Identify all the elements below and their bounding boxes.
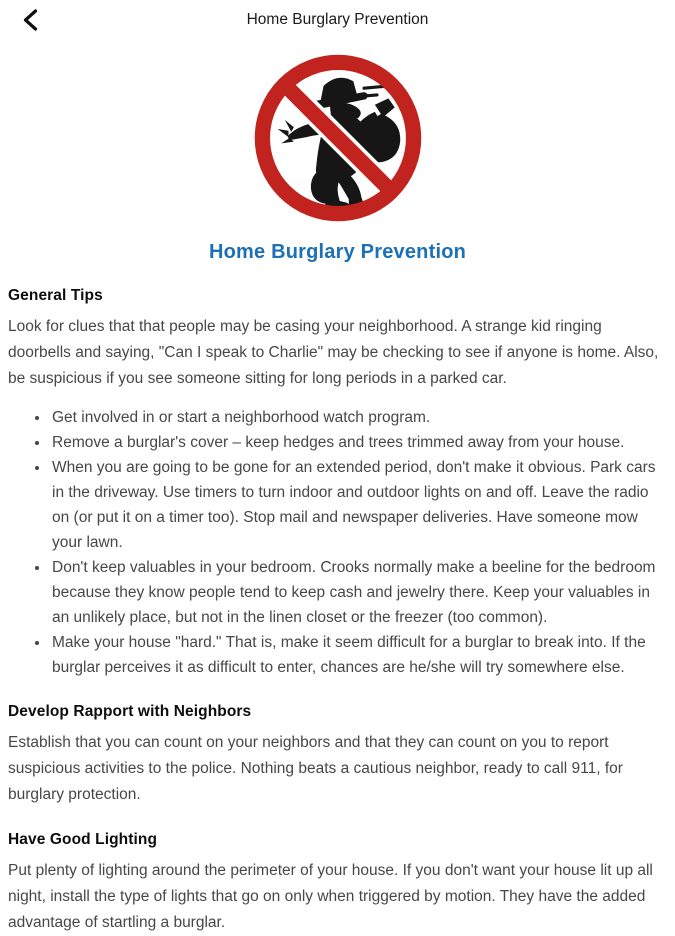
chevron-left-icon [22, 9, 38, 34]
list-item: • Get involved in or start a neighborhood watch program. [50, 405, 666, 430]
section-heading-good-lighting: Have Good Lighting [8, 831, 158, 848]
section-heading-develop-rapport: Develop Rapport with Neighbors [8, 703, 252, 720]
article-scroll-area[interactable] [0, 48, 675, 936]
paragraph: Look for clues that that people may be casing your neighborhood. A strange kid ringing doorbells and saying, "Can I speak to Charlie" may be checking to see if anyone is home. Also, be suspicious if you see someone sitting for long periods in a parked car. [8, 318, 659, 387]
list-item: • Make your house "hard." That is, make it seem difficult for a burglar to break into. If the burglar perceives it as difficult to enter, chances are he/she will try somewhere else. [50, 630, 666, 680]
back-button[interactable] [18, 9, 42, 33]
list-item: • Remove a burglar's cover – keep hedges and trees trimmed away from your house. [50, 430, 666, 455]
tips-list [8, 405, 666, 680]
paragraph: Establish that you can count on your neighbors and that they can count on you to report suspicious activities to the police. Nothing beats a cautious neighbor, ready to call 911, for burglary protection. [8, 734, 623, 803]
no-burglar-icon [248, 48, 428, 228]
section-heading-general-tips: General Tips [8, 287, 103, 304]
header-title: Home Burglary Prevention [246, 11, 429, 28]
paragraph: Put plenty of lighting around the perimeter of your house. If you don't want your house lit up all night, install the type of lights that go on only when triggered by motion. They have the added advantage of startling a burglar. [8, 862, 653, 931]
list-item: • Don't keep valuables in your bedroom. Crooks normally make a beeline for the bedroom because they know people tend to keep cash and jewelry there. Keep your valuables in an unlikely place, but not in the linen closet or the freezer (too common). [50, 555, 666, 630]
page-title: Home Burglary Prevention [208, 241, 467, 263]
article-body [0, 287, 675, 936]
header [0, 0, 675, 40]
list-item: • When you are going to be gone for an extended period, don't make it obvious. Park cars in the driveway. Use timers to turn indoor and outdoor lights on and off. Leave the radio on (or put it on a timer too). Stop mail and newspaper deliveries. Have someone mow your lawn. [50, 455, 666, 555]
